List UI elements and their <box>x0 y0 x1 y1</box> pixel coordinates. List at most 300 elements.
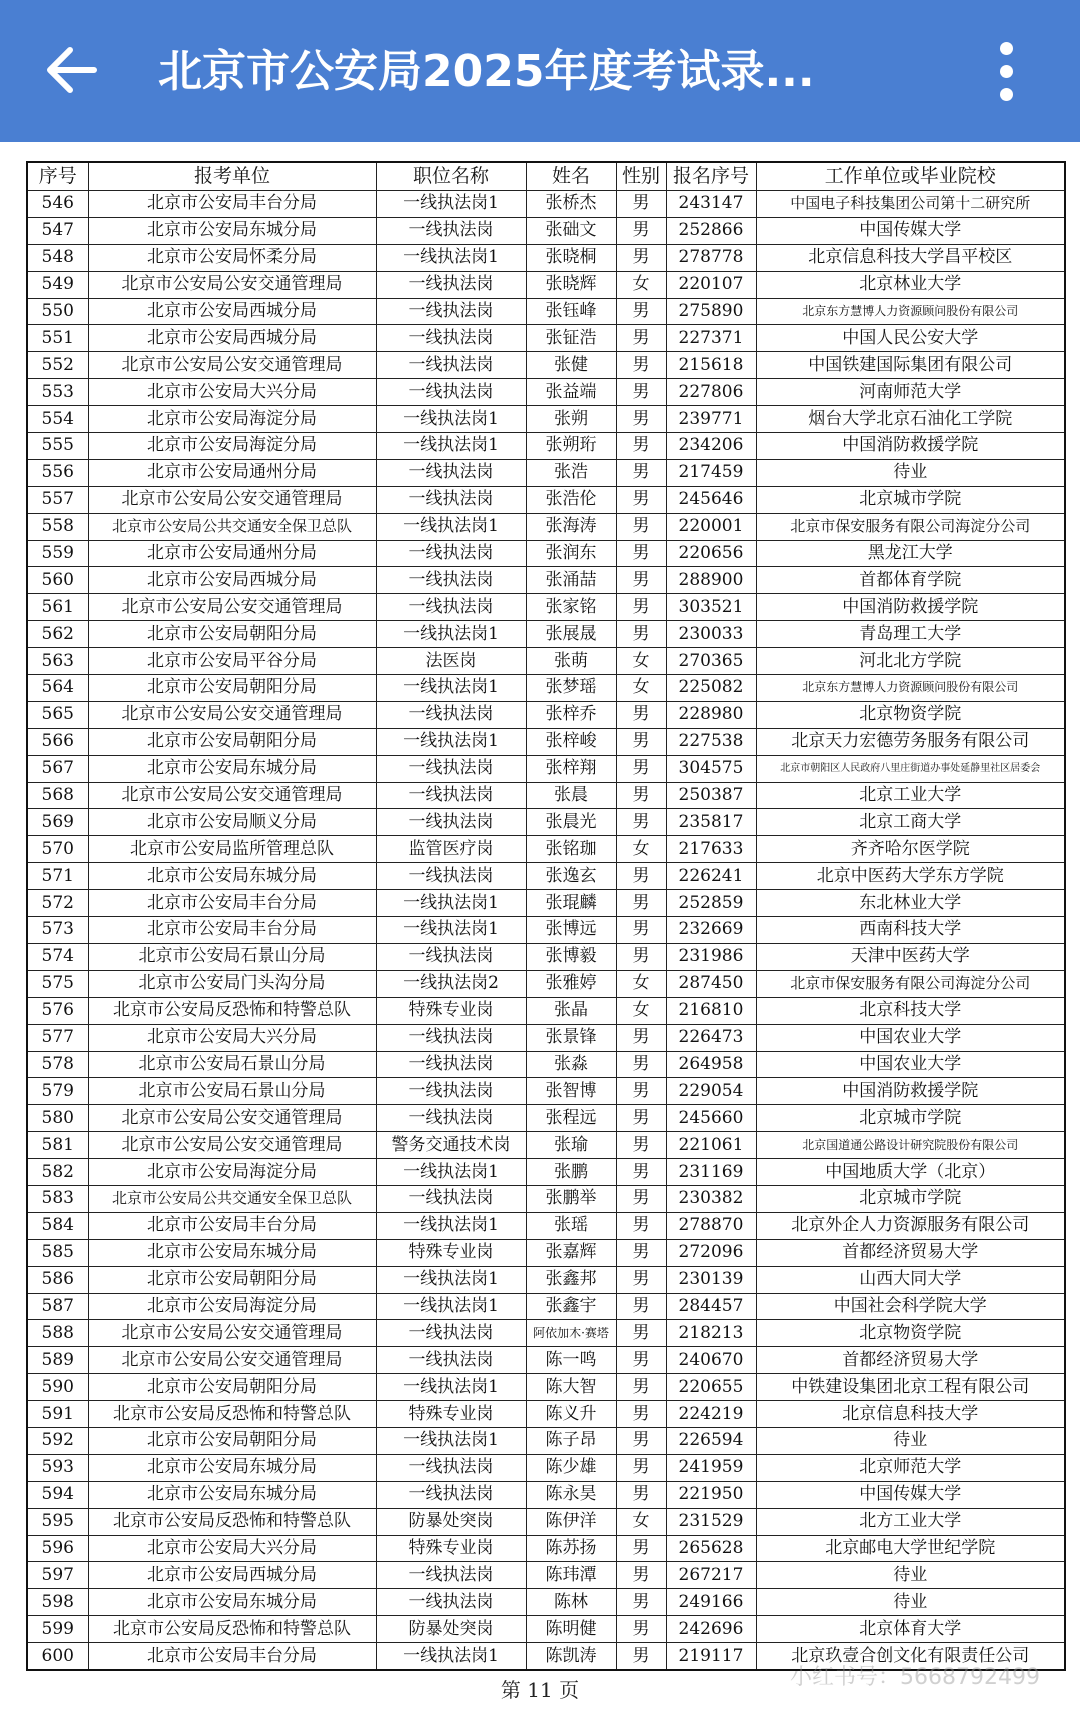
table-cell: 待业 <box>756 1589 1065 1616</box>
table-cell: 特殊专业岗 <box>376 997 526 1024</box>
table-row <box>27 433 1065 460</box>
table-cell: 男 <box>616 1159 666 1186</box>
table-cell: 男 <box>616 1239 666 1266</box>
table-cell: 北京市公安局反恐怖和特警总队 <box>88 997 376 1024</box>
table-cell: 北京市公安局东城分局 <box>88 755 376 782</box>
table-cell: 229054 <box>666 1078 756 1105</box>
table-cell: 一线执法岗 <box>376 567 526 594</box>
table-cell: 232669 <box>666 917 756 944</box>
table-cell: 北京市公安局西城分局 <box>88 1562 376 1589</box>
table-cell: 北京市公安局公安交通管理局 <box>88 1132 376 1159</box>
table-cell: 陈少雄 <box>526 1454 616 1481</box>
table-cell: 一线执法岗 <box>376 486 526 513</box>
table-cell: 250387 <box>666 782 756 809</box>
table-cell: 男 <box>616 406 666 433</box>
table-cell: 北京市公安局公安交通管理局 <box>88 701 376 728</box>
table-cell: 596 <box>27 1535 88 1562</box>
table-cell: 首都经济贸易大学 <box>756 1347 1065 1374</box>
table-cell: 北京物资学院 <box>756 701 1065 728</box>
table-cell: 275890 <box>666 298 756 325</box>
table-cell: 张础文 <box>526 217 616 244</box>
table-cell: 男 <box>616 513 666 540</box>
table-cell: 张梓翔 <box>526 755 616 782</box>
table-cell: 陈大智 <box>526 1374 616 1401</box>
table-cell: 一线执法岗1 <box>376 513 526 540</box>
table-cell: 555 <box>27 433 88 460</box>
table-cell: 张铭珈 <box>526 836 616 863</box>
table-cell: 女 <box>616 648 666 675</box>
page-title: 北京市公安局2025年度考试录... <box>158 46 815 97</box>
table-cell: 北京市公安局东城分局 <box>88 1481 376 1508</box>
table-cell: 594 <box>27 1481 88 1508</box>
table-cell: 北京工商大学 <box>756 809 1065 836</box>
more-options-button[interactable] <box>992 38 1022 108</box>
table-row <box>27 1212 1065 1239</box>
page-number: 第 11 页 <box>500 1678 580 1702</box>
table-cell: 中国电子科技集团公司第十二研究所 <box>756 191 1065 218</box>
table-cell: 男 <box>616 701 666 728</box>
table-cell: 586 <box>27 1266 88 1293</box>
table-row <box>27 1454 1065 1481</box>
app-bar <box>0 0 1080 142</box>
table-cell: 陈义升 <box>526 1401 616 1428</box>
table-cell: 585 <box>27 1239 88 1266</box>
table-cell: 一线执法岗 <box>376 755 526 782</box>
table-cell: 男 <box>616 917 666 944</box>
table-row <box>27 594 1065 621</box>
table-cell: 北京市公安局公安交通管理局 <box>88 486 376 513</box>
table-cell: 北京市公安局东城分局 <box>88 863 376 890</box>
table-cell: 252866 <box>666 217 756 244</box>
table-cell: 中国消防救援学院 <box>756 594 1065 621</box>
table-cell: 张浩 <box>526 459 616 486</box>
table-cell: 陈一鸣 <box>526 1347 616 1374</box>
table-row <box>27 459 1065 486</box>
table-cell: 228980 <box>666 701 756 728</box>
table-cell: 男 <box>616 1374 666 1401</box>
table-cell: 一线执法岗1 <box>376 1159 526 1186</box>
table-cell: 北京市公安局丰台分局 <box>88 917 376 944</box>
table-cell: 张涌喆 <box>526 567 616 594</box>
table-cell: 黑龙江大学 <box>756 540 1065 567</box>
table-cell: 男 <box>616 540 666 567</box>
table-cell: 272096 <box>666 1239 756 1266</box>
table-cell: 首都体育学院 <box>756 567 1065 594</box>
table-cell: 235817 <box>666 809 756 836</box>
table-cell: 一线执法岗 <box>376 1024 526 1051</box>
table-cell: 226594 <box>666 1427 756 1454</box>
table-cell: 张益端 <box>526 379 616 406</box>
table-cell: 北京市公安局通州分局 <box>88 459 376 486</box>
table-cell: 582 <box>27 1159 88 1186</box>
table-cell: 552 <box>27 352 88 379</box>
table-cell: 中国社会科学院大学 <box>756 1293 1065 1320</box>
table-cell: 北京市公安局朝阳分局 <box>88 1427 376 1454</box>
table-cell: 中国消防救援学院 <box>756 433 1065 460</box>
table-cell: 男 <box>616 1427 666 1454</box>
column-header: 序号 <box>27 162 88 191</box>
table-cell: 227806 <box>666 379 756 406</box>
table-cell: 242696 <box>666 1616 756 1643</box>
table-row <box>27 970 1065 997</box>
table-cell: 北京市公安局丰台分局 <box>88 1643 376 1670</box>
table-cell: 中铁建设集团北京工程有限公司 <box>756 1374 1065 1401</box>
table-row <box>27 1535 1065 1562</box>
table-cell: 特殊专业岗 <box>376 1401 526 1428</box>
table-cell: 北京城市学院 <box>756 1185 1065 1212</box>
table-cell: 北京市公安局海淀分局 <box>88 1159 376 1186</box>
table-cell: 267217 <box>666 1562 756 1589</box>
table-cell: 239771 <box>666 406 756 433</box>
table-cell: 中国地质大学（北京） <box>756 1159 1065 1186</box>
watermark: 小红书号：5668792499 <box>790 1665 1040 1690</box>
table-cell: 张钰峰 <box>526 298 616 325</box>
table-cell: 220655 <box>666 1374 756 1401</box>
table-row <box>27 1293 1065 1320</box>
table-cell: 男 <box>616 298 666 325</box>
table-cell: 男 <box>616 1320 666 1347</box>
table-row <box>27 917 1065 944</box>
table-cell: 河南师范大学 <box>756 379 1065 406</box>
table-cell: 北京市公安局朝阳分局 <box>88 1266 376 1293</box>
table-cell: 219117 <box>666 1643 756 1670</box>
table-cell: 北京市公安局东城分局 <box>88 1239 376 1266</box>
table-cell: 北京市公安局怀柔分局 <box>88 244 376 271</box>
table-row <box>27 513 1065 540</box>
table-cell: 陈凯涛 <box>526 1643 616 1670</box>
table-cell: 241959 <box>666 1454 756 1481</box>
table-cell: 568 <box>27 782 88 809</box>
table-cell: 张梦瑶 <box>526 675 616 702</box>
table-cell: 男 <box>616 1481 666 1508</box>
table-cell: 559 <box>27 540 88 567</box>
table-cell: 北京信息科技大学 <box>756 1401 1065 1428</box>
table-cell: 287450 <box>666 970 756 997</box>
table-cell: 221950 <box>666 1481 756 1508</box>
table-body <box>27 191 1065 1670</box>
table-cell: 男 <box>616 1589 666 1616</box>
table-cell: 一线执法岗 <box>376 1454 526 1481</box>
table-cell: 一线执法岗 <box>376 1562 526 1589</box>
table-cell: 北京外企人力资源服务有限公司 <box>756 1212 1065 1239</box>
table-cell: 陈子昂 <box>526 1427 616 1454</box>
table-cell: 男 <box>616 1132 666 1159</box>
table-cell: 571 <box>27 863 88 890</box>
table-cell: 587 <box>27 1293 88 1320</box>
table-cell: 中国传媒大学 <box>756 217 1065 244</box>
table-cell: 男 <box>616 1562 666 1589</box>
table-cell: 一线执法岗 <box>376 298 526 325</box>
table-cell: 男 <box>616 782 666 809</box>
table-cell: 张嘉辉 <box>526 1239 616 1266</box>
table-cell: 218213 <box>666 1320 756 1347</box>
table-cell: 陈伊洋 <box>526 1508 616 1535</box>
more-vertical-icon <box>1000 42 1013 55</box>
table-cell: 男 <box>616 459 666 486</box>
table-cell: 226241 <box>666 863 756 890</box>
table-cell: 法医岗 <box>376 648 526 675</box>
table-cell: 一线执法岗 <box>376 1105 526 1132</box>
table-cell: 548 <box>27 244 88 271</box>
table-cell: 男 <box>616 755 666 782</box>
table-cell: 一线执法岗 <box>376 217 526 244</box>
table-cell: 547 <box>27 217 88 244</box>
table-row <box>27 675 1065 702</box>
table-cell: 221061 <box>666 1132 756 1159</box>
table-cell: 张展晟 <box>526 621 616 648</box>
table-cell: 245660 <box>666 1105 756 1132</box>
table-cell: 男 <box>616 567 666 594</box>
table-cell: 男 <box>616 1454 666 1481</box>
table-cell: 一线执法岗 <box>376 701 526 728</box>
table-cell: 北京市公安局公安交通管理局 <box>88 1105 376 1132</box>
table-row <box>27 352 1065 379</box>
table-cell: 217633 <box>666 836 756 863</box>
table-cell: 中国农业大学 <box>756 1051 1065 1078</box>
table-row <box>27 648 1065 675</box>
table-cell: 青岛理工大学 <box>756 621 1065 648</box>
table-cell: 北京市公安局朝阳分局 <box>88 675 376 702</box>
table-cell: 一线执法岗 <box>376 1347 526 1374</box>
table-row <box>27 298 1065 325</box>
table-row <box>27 1105 1065 1132</box>
table-cell: 北京师范大学 <box>756 1454 1065 1481</box>
table-cell: 一线执法岗1 <box>376 191 526 218</box>
table-row <box>27 701 1065 728</box>
table-cell: 北京市公安局西城分局 <box>88 567 376 594</box>
table-cell: 一线执法岗 <box>376 943 526 970</box>
table-row <box>27 621 1065 648</box>
table-cell: 574 <box>27 943 88 970</box>
table-row <box>27 1078 1065 1105</box>
table-cell: 北京市公安局监所管理总队 <box>88 836 376 863</box>
table-cell: 一线执法岗1 <box>376 406 526 433</box>
table-header-row <box>27 162 1065 191</box>
table-cell: 张桥杰 <box>526 191 616 218</box>
table-cell: 张晶 <box>526 997 616 1024</box>
table-cell: 男 <box>616 1266 666 1293</box>
table-cell: 北京国道通公路设计研究院股份有限公司 <box>756 1132 1065 1159</box>
table-cell: 女 <box>616 675 666 702</box>
table-row <box>27 1481 1065 1508</box>
table-cell: 288900 <box>666 567 756 594</box>
table-cell: 234206 <box>666 433 756 460</box>
table-row <box>27 1589 1065 1616</box>
table-cell: 男 <box>616 352 666 379</box>
table-row <box>27 1562 1065 1589</box>
table-cell: 560 <box>27 567 88 594</box>
table-cell: 北京市公安局丰台分局 <box>88 191 376 218</box>
table-cell: 284457 <box>666 1293 756 1320</box>
table-cell: 一线执法岗 <box>376 1185 526 1212</box>
table-cell: 北京物资学院 <box>756 1320 1065 1347</box>
table-cell: 北京市公安局石景山分局 <box>88 943 376 970</box>
table-cell: 张浩伦 <box>526 486 616 513</box>
table-cell: 北京市公安局东城分局 <box>88 1454 376 1481</box>
table-row <box>27 997 1065 1024</box>
table-cell: 224219 <box>666 1401 756 1428</box>
table-cell: 589 <box>27 1347 88 1374</box>
table-cell: 北京市公安局海淀分局 <box>88 433 376 460</box>
table-cell: 女 <box>616 271 666 298</box>
table-cell: 男 <box>616 943 666 970</box>
table-cell: 216810 <box>666 997 756 1024</box>
table-cell: 北京市公安局朝阳分局 <box>88 1374 376 1401</box>
table-cell: 张淼 <box>526 1051 616 1078</box>
table-cell: 北京市公安局公安交通管理局 <box>88 782 376 809</box>
table-row <box>27 1132 1065 1159</box>
table-cell: 张瑜 <box>526 1132 616 1159</box>
table-cell: 一线执法岗1 <box>376 1212 526 1239</box>
table-cell: 北京市公安局大兴分局 <box>88 1535 376 1562</box>
table-cell: 中国铁建国际集团有限公司 <box>756 352 1065 379</box>
table-row <box>27 244 1065 271</box>
table-cell: 男 <box>616 1616 666 1643</box>
table-cell: 北京市公安局丰台分局 <box>88 1212 376 1239</box>
table-cell: 245646 <box>666 486 756 513</box>
results-table-container <box>26 161 1064 1671</box>
table-cell: 北京东方慧博人力资源顾问股份有限公司 <box>756 675 1065 702</box>
table-cell: 240670 <box>666 1347 756 1374</box>
table-cell: 575 <box>27 970 88 997</box>
table-cell: 男 <box>616 1078 666 1105</box>
table-cell: 598 <box>27 1589 88 1616</box>
table-row <box>27 1374 1065 1401</box>
table-cell: 北京市公安局公安交通管理局 <box>88 352 376 379</box>
back-button[interactable] <box>40 38 104 102</box>
table-cell: 581 <box>27 1132 88 1159</box>
table-cell: 565 <box>27 701 88 728</box>
table-cell: 583 <box>27 1185 88 1212</box>
table-cell: 北京市公安局公安交通管理局 <box>88 271 376 298</box>
table-cell: 278778 <box>666 244 756 271</box>
column-header: 报名序号 <box>666 162 756 191</box>
table-cell: 男 <box>616 1535 666 1562</box>
table-cell: 一线执法岗 <box>376 1320 526 1347</box>
table-cell: 张博毅 <box>526 943 616 970</box>
table-cell: 北京东方慧博人力资源顾问股份有限公司 <box>756 298 1065 325</box>
table-cell: 女 <box>616 970 666 997</box>
table-cell: 573 <box>27 917 88 944</box>
table-cell: 一线执法岗 <box>376 782 526 809</box>
table-cell: 北京市公安局公安交通管理局 <box>88 1320 376 1347</box>
table-cell: 北京天力宏德劳务服务有限公司 <box>756 728 1065 755</box>
table-cell: 男 <box>616 594 666 621</box>
table-cell: 张润东 <box>526 540 616 567</box>
table-cell: 男 <box>616 728 666 755</box>
table-cell: 烟台大学北京石油化工学院 <box>756 406 1065 433</box>
table-cell: 595 <box>27 1508 88 1535</box>
table-cell: 张海涛 <box>526 513 616 540</box>
table-cell: 558 <box>27 513 88 540</box>
table-cell: 北京市公安局丰台分局 <box>88 890 376 917</box>
table-cell: 北京市公安局公安交通管理局 <box>88 594 376 621</box>
table-cell: 220656 <box>666 540 756 567</box>
table-row <box>27 890 1065 917</box>
table-cell: 张晨 <box>526 782 616 809</box>
table-row <box>27 728 1065 755</box>
table-cell: 556 <box>27 459 88 486</box>
table-cell: 一线执法岗 <box>376 1589 526 1616</box>
table-row <box>27 1051 1065 1078</box>
table-cell: 张博远 <box>526 917 616 944</box>
table-cell: 男 <box>616 191 666 218</box>
table-cell: 567 <box>27 755 88 782</box>
table-cell: 张鑫邦 <box>526 1266 616 1293</box>
table-cell: 男 <box>616 1105 666 1132</box>
table-row <box>27 863 1065 890</box>
table-cell: 252859 <box>666 890 756 917</box>
table-cell: 陈永昊 <box>526 1481 616 1508</box>
table-row <box>27 1024 1065 1051</box>
table-cell: 230139 <box>666 1266 756 1293</box>
table-cell: 北京市公安局大兴分局 <box>88 379 376 406</box>
table-row <box>27 1320 1065 1347</box>
table-cell: 588 <box>27 1320 88 1347</box>
table-cell: 北京市公安局反恐怖和特警总队 <box>88 1616 376 1643</box>
table-cell: 男 <box>616 1401 666 1428</box>
table-cell: 男 <box>616 379 666 406</box>
table-row <box>27 217 1065 244</box>
table-cell: 北京邮电大学世纪学院 <box>756 1535 1065 1562</box>
table-cell: 北京工业大学 <box>756 782 1065 809</box>
table-cell: 北京市公安局反恐怖和特警总队 <box>88 1508 376 1535</box>
table-cell: 一线执法岗1 <box>376 917 526 944</box>
table-cell: 男 <box>616 1051 666 1078</box>
table-cell: 男 <box>616 217 666 244</box>
table-cell: 一线执法岗1 <box>376 1643 526 1670</box>
table-cell: 男 <box>616 1293 666 1320</box>
table-cell: 北京市公安局朝阳分局 <box>88 728 376 755</box>
table-cell: 564 <box>27 675 88 702</box>
table-cell: 220107 <box>666 271 756 298</box>
table-cell: 北京市公安局公安交通管理局 <box>88 1347 376 1374</box>
table-cell: 590 <box>27 1374 88 1401</box>
table-cell: 一线执法岗1 <box>376 1266 526 1293</box>
table-cell: 一线执法岗 <box>376 863 526 890</box>
table-cell: 山西大同大学 <box>756 1266 1065 1293</box>
table-row <box>27 1427 1065 1454</box>
table-cell: 特殊专业岗 <box>376 1239 526 1266</box>
table-cell: 中国消防救援学院 <box>756 1078 1065 1105</box>
table-cell: 北京市公安局顺义分局 <box>88 809 376 836</box>
column-header: 报考单位 <box>88 162 376 191</box>
table-cell: 张朔 <box>526 406 616 433</box>
table-cell: 男 <box>616 486 666 513</box>
table-cell: 557 <box>27 486 88 513</box>
table-cell: 东北林业大学 <box>756 890 1065 917</box>
table-cell: 北京市公安局公共交通安全保卫总队 <box>88 513 376 540</box>
table-cell: 549 <box>27 271 88 298</box>
column-header: 职位名称 <box>376 162 526 191</box>
table-row <box>27 486 1065 513</box>
table-cell: 546 <box>27 191 88 218</box>
table-cell: 陈林 <box>526 1589 616 1616</box>
table-cell: 572 <box>27 890 88 917</box>
table-cell: 264958 <box>666 1051 756 1078</box>
table-cell: 278870 <box>666 1212 756 1239</box>
table-cell: 北京市保安服务有限公司海淀分公司 <box>756 970 1065 997</box>
table-cell: 张萌 <box>526 648 616 675</box>
table-row <box>27 191 1065 218</box>
table-cell: 一线执法岗1 <box>376 433 526 460</box>
table-cell: 北京中医药大学东方学院 <box>756 863 1065 890</box>
table-cell: 张景锋 <box>526 1024 616 1051</box>
table-cell: 男 <box>616 809 666 836</box>
table-cell: 578 <box>27 1051 88 1078</box>
table-cell: 北京市保安服务有限公司海淀分公司 <box>756 513 1065 540</box>
table-cell: 特殊专业岗 <box>376 1535 526 1562</box>
